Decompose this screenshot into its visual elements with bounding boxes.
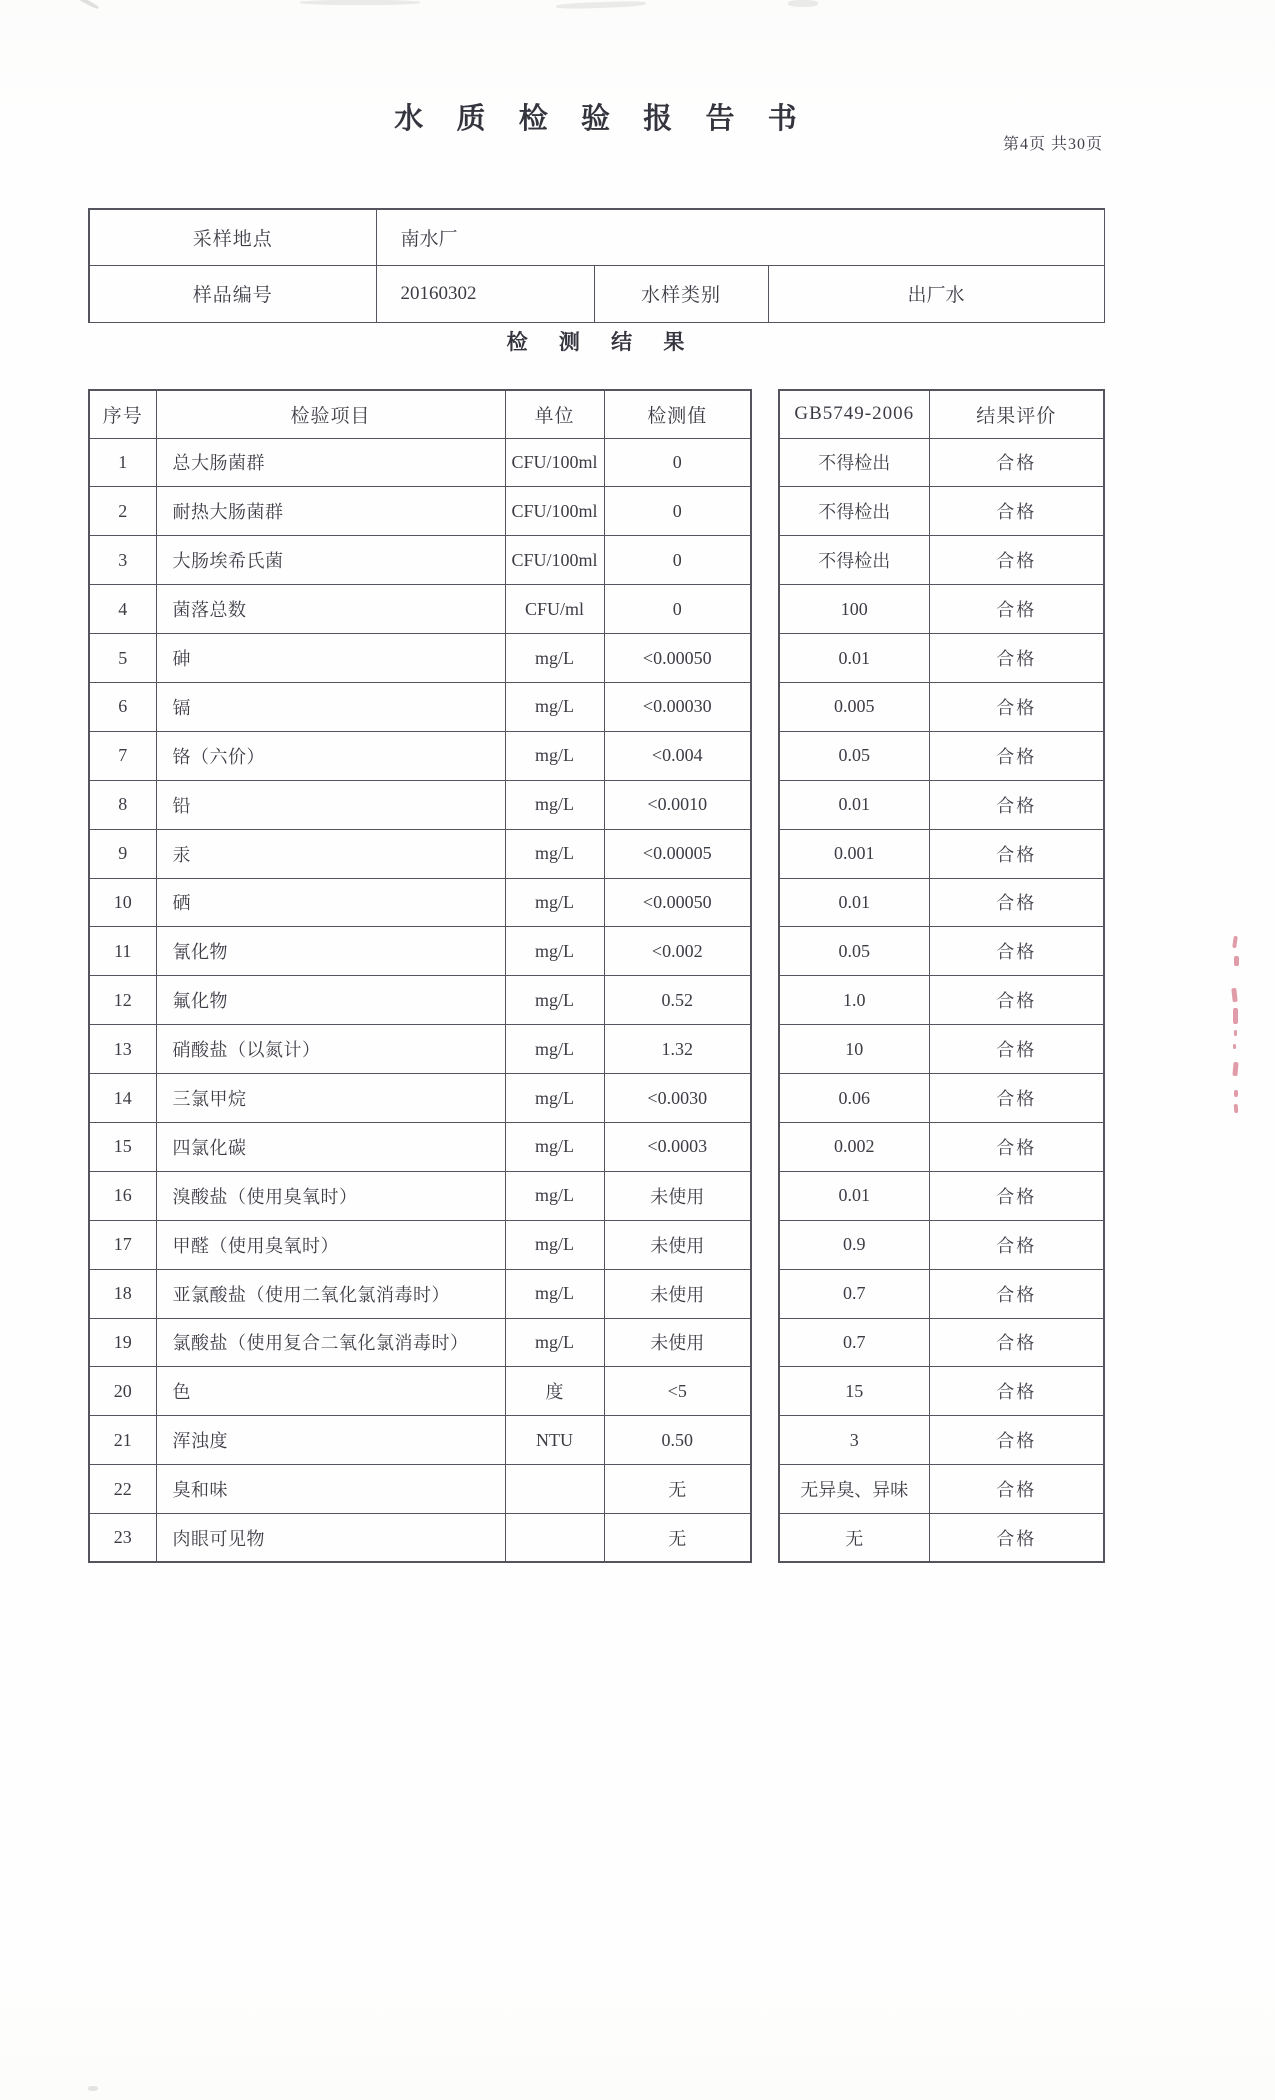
evaluation-cell: 合格 [929, 682, 1104, 731]
standard-limit-cell: 0.7 [779, 1269, 929, 1318]
unit-cell: mg/L [505, 1025, 604, 1074]
unit-cell: mg/L [505, 780, 604, 829]
standard-limit-cell: 无 [779, 1514, 929, 1563]
unit-cell: mg/L [505, 1122, 604, 1171]
test-item-cell: 亚氯酸盐（使用二氧化氯消毒时） [156, 1269, 505, 1318]
standard-limit-cell: 0.05 [779, 731, 929, 780]
evaluation-cell: 合格 [929, 780, 1104, 829]
table-row [89, 1122, 751, 1171]
test-item-cell: 三氯甲烷 [156, 1074, 505, 1123]
table-row [779, 1514, 1104, 1563]
evaluation-cell: 合格 [929, 1465, 1104, 1514]
unit-cell: mg/L [505, 1171, 604, 1220]
measured-value-cell: 0 [604, 438, 751, 487]
measured-value-cell: 0.52 [604, 976, 751, 1025]
measured-value-cell: 1.32 [604, 1025, 751, 1074]
standard-limit-cell: 0.01 [779, 1171, 929, 1220]
test-item-cell: 大肠埃希氏菌 [156, 536, 505, 585]
test-item-cell: 菌落总数 [156, 585, 505, 634]
test-item-cell: 耐热大肠菌群 [156, 487, 505, 536]
unit-cell: mg/L [505, 976, 604, 1025]
standard-limit-cell: 0.01 [779, 634, 929, 683]
unit-cell [505, 1514, 604, 1563]
standard-limit-cell: 10 [779, 1025, 929, 1074]
table-row [779, 1025, 1104, 1074]
table-row [89, 1367, 751, 1416]
standard-limit-cell: 1.0 [779, 976, 929, 1025]
row-number-cell: 8 [89, 780, 156, 829]
table-row [779, 1269, 1104, 1318]
standard-limit-cell: 15 [779, 1367, 929, 1416]
table-row [779, 634, 1104, 683]
evaluation-cell: 合格 [929, 536, 1104, 585]
standard-limit-cell: 0.01 [779, 780, 929, 829]
scan-smudge [556, 0, 646, 9]
evaluation-cell: 合格 [929, 1171, 1104, 1220]
standard-limit-cell: 0.01 [779, 878, 929, 927]
sample-info-table [88, 208, 1105, 323]
unit-cell: CFU/100ml [505, 438, 604, 487]
standard-limit-cell: 0.9 [779, 1220, 929, 1269]
test-item-cell: 甲醛（使用臭氧时） [156, 1220, 505, 1269]
evaluation-cell: 合格 [929, 1025, 1104, 1074]
measured-value-cell: 无 [604, 1514, 751, 1563]
evaluation-cell: 合格 [929, 1367, 1104, 1416]
row-number-cell: 20 [89, 1367, 156, 1416]
test-item-cell: 砷 [156, 634, 505, 683]
standard-limit-cell: 不得检出 [779, 438, 929, 487]
table-row [779, 438, 1104, 487]
test-item-cell: 氯酸盐（使用复合二氧化氯消毒时） [156, 1318, 505, 1367]
table-row [89, 438, 751, 487]
row-number-cell: 10 [89, 878, 156, 927]
measured-value-cell: 无 [604, 1465, 751, 1514]
unit-cell: mg/L [505, 878, 604, 927]
table-row [89, 829, 751, 878]
standard-limit-cell: 100 [779, 585, 929, 634]
test-item-cell: 汞 [156, 829, 505, 878]
results-right-body [779, 390, 1104, 1562]
measured-value-cell: <0.0010 [604, 780, 751, 829]
table-row [779, 1367, 1104, 1416]
standard-limit-cell: 0.05 [779, 927, 929, 976]
evaluation-cell: 合格 [929, 1220, 1104, 1269]
unit-cell: mg/L [505, 1220, 604, 1269]
test-item-cell: 四氯化碳 [156, 1122, 505, 1171]
row-number-cell: 15 [89, 1122, 156, 1171]
row-number-cell: 18 [89, 1269, 156, 1318]
unit-cell: NTU [505, 1416, 604, 1465]
test-item-cell: 总大肠菌群 [156, 438, 505, 487]
table-row [89, 1220, 751, 1269]
table-row [779, 487, 1104, 536]
unit-cell: 度 [505, 1367, 604, 1416]
table-row [779, 1171, 1104, 1220]
table-row [89, 536, 751, 585]
standard-limit-cell: 无异臭、异味 [779, 1465, 929, 1514]
test-item-cell: 氰化物 [156, 927, 505, 976]
standard-limit-cell: 0.001 [779, 829, 929, 878]
evaluation-cell: 合格 [929, 1122, 1104, 1171]
test-item-cell: 肉眼可见物 [156, 1514, 505, 1563]
table-row [779, 1416, 1104, 1465]
table-row [89, 1514, 751, 1563]
measured-value-cell: 0 [604, 585, 751, 634]
test-item-cell: 色 [156, 1367, 505, 1416]
evaluation-cell: 合格 [929, 634, 1104, 683]
standard-limit-cell: 0.002 [779, 1122, 929, 1171]
measured-value-cell: 0.50 [604, 1416, 751, 1465]
results-header-row [89, 390, 751, 438]
evaluation-cell: 合格 [929, 829, 1104, 878]
measured-value-cell: 0 [604, 487, 751, 536]
table-row [89, 1171, 751, 1220]
evaluation-cell: 合格 [929, 1318, 1104, 1367]
table-row [89, 487, 751, 536]
test-item-cell: 铬（六价） [156, 731, 505, 780]
scan-smudge [300, 0, 420, 5]
table-row [779, 1220, 1104, 1269]
results-left-body [89, 390, 751, 1562]
measured-value-cell: <0.00050 [604, 878, 751, 927]
evaluation-cell: 合格 [929, 438, 1104, 487]
table-row [89, 927, 751, 976]
table-row [779, 878, 1104, 927]
table-row [779, 536, 1104, 585]
test-item-cell: 铅 [156, 780, 505, 829]
evaluation-cell: 合格 [929, 1269, 1104, 1318]
measured-value-cell: <0.00005 [604, 829, 751, 878]
table-row [89, 878, 751, 927]
row-number-cell: 19 [89, 1318, 156, 1367]
sample-info-row [89, 266, 1104, 323]
evaluation-cell: 合格 [929, 1514, 1104, 1563]
row-number-cell: 22 [89, 1465, 156, 1514]
table-row [89, 1074, 751, 1123]
evaluation-cell: 合格 [929, 878, 1104, 927]
unit-cell: mg/L [505, 634, 604, 683]
measured-value-cell: <0.00050 [604, 634, 751, 683]
table-row [779, 682, 1104, 731]
standard-limit-cell: 不得检出 [779, 487, 929, 536]
evaluation-cell: 合格 [929, 976, 1104, 1025]
evaluation-cell: 合格 [929, 731, 1104, 780]
table-row [779, 585, 1104, 634]
table-row [779, 780, 1104, 829]
table-row [89, 731, 751, 780]
row-number-cell: 17 [89, 1220, 156, 1269]
measured-value-cell: <0.004 [604, 731, 751, 780]
row-number-cell: 21 [89, 1416, 156, 1465]
unit-cell: mg/L [505, 1074, 604, 1123]
header-item: 检验项目 [156, 390, 505, 438]
section-title: 检 测 结 果 [506, 330, 698, 354]
measured-value-cell: 未使用 [604, 1318, 751, 1367]
unit-cell: mg/L [505, 829, 604, 878]
row-number-cell: 16 [89, 1171, 156, 1220]
table-row [89, 1269, 751, 1318]
page-title: 水 质 检 验 报 告 书 [394, 103, 810, 135]
test-item-cell: 镉 [156, 682, 505, 731]
results-header-row [779, 390, 1104, 438]
row-number-cell: 11 [89, 927, 156, 976]
header-evaluation: 结果评价 [929, 390, 1104, 438]
measured-value-cell: <0.0030 [604, 1074, 751, 1123]
unit-cell: mg/L [505, 682, 604, 731]
sampling-location-value: 南水厂 [376, 209, 1104, 266]
unit-cell: mg/L [505, 731, 604, 780]
test-item-cell: 硒 [156, 878, 505, 927]
evaluation-cell: 合格 [929, 927, 1104, 976]
sample-id-label: 样品编号 [89, 266, 376, 323]
standard-limit-cell: 3 [779, 1416, 929, 1465]
header-value: 检测值 [604, 390, 751, 438]
standard-limit-cell: 0.7 [779, 1318, 929, 1367]
measured-value-cell: <5 [604, 1367, 751, 1416]
table-row [779, 1465, 1104, 1514]
row-number-cell: 5 [89, 634, 156, 683]
table-row [779, 1122, 1104, 1171]
row-number-cell: 12 [89, 976, 156, 1025]
unit-cell [505, 1465, 604, 1514]
row-number-cell: 4 [89, 585, 156, 634]
page-number: 第4页 共30页 [1002, 136, 1103, 153]
table-row [89, 634, 751, 683]
water-type-label: 水样类别 [594, 266, 768, 323]
row-number-cell: 23 [89, 1514, 156, 1563]
row-number-cell: 2 [89, 487, 156, 536]
measured-value-cell: 未使用 [604, 1269, 751, 1318]
test-item-cell: 溴酸盐（使用臭氧时） [156, 1171, 505, 1220]
row-number-cell: 13 [89, 1025, 156, 1074]
unit-cell: CFU/ml [505, 585, 604, 634]
test-item-cell: 浑浊度 [156, 1416, 505, 1465]
unit-cell: mg/L [505, 927, 604, 976]
row-number-cell: 3 [89, 536, 156, 585]
scan-smudge [88, 2086, 98, 2091]
sample-id-value: 20160302 [376, 266, 594, 323]
table-row [779, 1074, 1104, 1123]
evaluation-cell: 合格 [929, 1074, 1104, 1123]
header-unit: 单位 [505, 390, 604, 438]
evaluation-cell: 合格 [929, 585, 1104, 634]
unit-cell: mg/L [505, 1269, 604, 1318]
results-table-right [778, 389, 1105, 1563]
table-row [779, 829, 1104, 878]
table-row [89, 682, 751, 731]
test-item-cell: 氟化物 [156, 976, 505, 1025]
measured-value-cell: <0.002 [604, 927, 751, 976]
unit-cell: mg/L [505, 1318, 604, 1367]
table-row [779, 976, 1104, 1025]
evaluation-cell: 合格 [929, 1416, 1104, 1465]
table-row [89, 976, 751, 1025]
sampling-location-label: 采样地点 [89, 209, 376, 266]
table-row [89, 1318, 751, 1367]
table-row [779, 927, 1104, 976]
measured-value-cell: 未使用 [604, 1171, 751, 1220]
row-number-cell: 14 [89, 1074, 156, 1123]
water-type-value: 出厂水 [768, 266, 1104, 323]
unit-cell: CFU/100ml [505, 536, 604, 585]
standard-limit-cell: 不得检出 [779, 536, 929, 585]
standard-limit-cell: 0.06 [779, 1074, 929, 1123]
row-number-cell: 6 [89, 682, 156, 731]
scan-smudge [788, 0, 818, 7]
table-row [89, 1025, 751, 1074]
header-no: 序号 [89, 390, 156, 438]
row-number-cell: 9 [89, 829, 156, 878]
row-number-cell: 1 [89, 438, 156, 487]
row-number-cell: 7 [89, 731, 156, 780]
measured-value-cell: <0.00030 [604, 682, 751, 731]
test-item-cell: 硝酸盐（以氮计） [156, 1025, 505, 1074]
unit-cell: CFU/100ml [505, 487, 604, 536]
header-standard: GB5749-2006 [779, 390, 929, 438]
table-row [89, 780, 751, 829]
scan-smudge [75, 0, 100, 10]
measured-value-cell: <0.0003 [604, 1122, 751, 1171]
measured-value-cell: 未使用 [604, 1220, 751, 1269]
table-row [779, 1318, 1104, 1367]
test-item-cell: 臭和味 [156, 1465, 505, 1514]
table-row [89, 585, 751, 634]
table-row [89, 1416, 751, 1465]
evaluation-cell: 合格 [929, 487, 1104, 536]
sample-info-row [89, 209, 1104, 266]
measured-value-cell: 0 [604, 536, 751, 585]
results-table-left [88, 389, 752, 1563]
table-row [779, 731, 1104, 780]
table-row [89, 1465, 751, 1514]
standard-limit-cell: 0.005 [779, 682, 929, 731]
